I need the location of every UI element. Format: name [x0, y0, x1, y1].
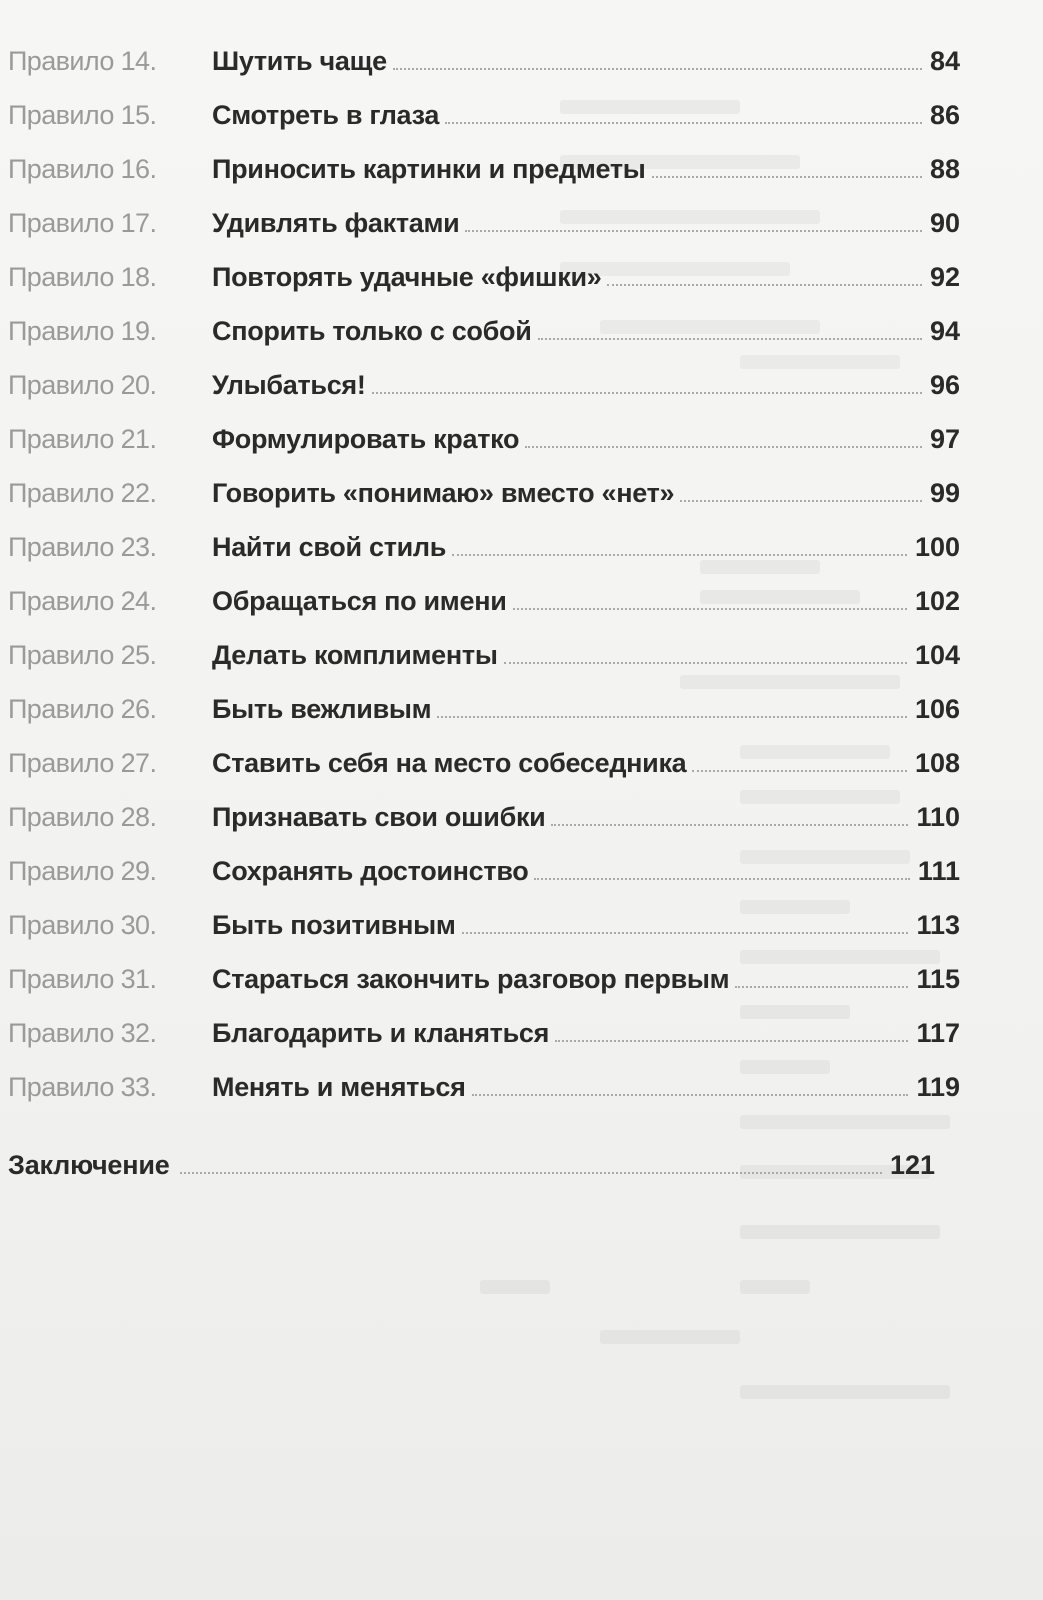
- page-number: 84: [929, 46, 960, 76]
- toc-entry-rule-22[interactable]: [0, 472, 960, 512]
- entry-title: Быть позитивным: [212, 910, 456, 940]
- rule-number: Правило 23.: [8, 532, 157, 562]
- rule-number: Правило 30.: [8, 910, 157, 940]
- toc-entry-rule-20[interactable]: [0, 364, 960, 404]
- toc-entry-rule-17[interactable]: [0, 202, 960, 242]
- toc-entry-rule-23[interactable]: [0, 526, 960, 566]
- page-number: 102: [914, 586, 960, 616]
- rule-number: Правило 28.: [8, 802, 157, 832]
- entry-title: Смотреть в глаза: [212, 100, 440, 130]
- page-number: 111: [917, 856, 960, 886]
- rule-number: Правило 16.: [8, 154, 157, 184]
- dot-leader: [551, 802, 908, 826]
- dot-leader: [513, 586, 907, 610]
- page-number: 106: [914, 694, 960, 724]
- page-number: 110: [916, 802, 960, 832]
- rule-number: Правило 32.: [8, 1018, 157, 1048]
- page-number: 119: [916, 1072, 960, 1102]
- entry-title: Быть вежливым: [212, 694, 432, 724]
- entry-title: Сохранять достоинство: [212, 856, 529, 886]
- dot-leader: [372, 370, 922, 394]
- dot-leader: [652, 154, 922, 178]
- page-number: 117: [916, 1018, 960, 1048]
- dot-leader: [504, 640, 907, 664]
- page-number: 108: [914, 748, 960, 778]
- dot-leader: [393, 46, 922, 70]
- toc-entry-rule-14[interactable]: [0, 40, 960, 80]
- dot-leader: [534, 856, 909, 880]
- toc-entry-rule-24[interactable]: [0, 580, 960, 620]
- entry-title: Спорить только с собой: [212, 316, 532, 346]
- rule-number: Правило 18.: [8, 262, 157, 292]
- entry-title: Стараться закончить разговор первым: [212, 964, 730, 994]
- entry-title: Признавать свои ошибки: [212, 802, 546, 832]
- page-number: 94: [929, 316, 960, 346]
- entry-title: Ставить себя на место собеседника: [212, 748, 687, 778]
- toc-entry-rule-15[interactable]: [0, 94, 960, 134]
- dot-leader: [445, 100, 922, 124]
- toc-entry-rule-29[interactable]: [0, 850, 960, 890]
- rule-number: Правило 24.: [8, 586, 157, 616]
- entry-title: Формулировать кратко: [212, 424, 520, 454]
- rule-number: Правило 19.: [8, 316, 157, 346]
- entry-title: Говорить «понимаю» вместо «нет»: [212, 478, 675, 508]
- toc-entry-rule-26[interactable]: [0, 688, 960, 728]
- entry-title: Шутить чаще: [212, 46, 387, 76]
- entry-title: Удивлять фактами: [212, 208, 460, 238]
- entry-title: Благодарить и кланяться: [212, 1018, 550, 1048]
- dot-leader: [538, 316, 922, 340]
- dot-leader: [680, 478, 922, 502]
- entry-title: Менять и меняться: [212, 1072, 466, 1102]
- toc-entry-rule-16[interactable]: [0, 148, 960, 188]
- dot-leader: [525, 424, 922, 448]
- dot-leader: [692, 748, 907, 772]
- toc-entry-rule-25[interactable]: [0, 634, 960, 674]
- toc-entry-rule-32[interactable]: [0, 1012, 960, 1052]
- page-number: 90: [929, 208, 960, 238]
- entry-title: Найти свой стиль: [212, 532, 447, 562]
- toc-entry-rule-33[interactable]: [0, 1066, 960, 1106]
- rule-number: Правило 27.: [8, 748, 157, 778]
- toc-entry-rule-30[interactable]: [0, 904, 960, 944]
- toc-entry-rule-19[interactable]: [0, 310, 960, 350]
- entry-title: Приносить картинки и предметы: [212, 154, 646, 184]
- page-number: 113: [916, 910, 960, 940]
- rule-number: Правило 31.: [8, 964, 157, 994]
- toc-entry-rule-18[interactable]: [0, 256, 960, 296]
- page-number: 100: [914, 532, 960, 562]
- page-number: 96: [929, 370, 960, 400]
- dot-leader: [607, 262, 921, 286]
- dot-leader: [462, 910, 909, 934]
- rule-number: Правило 29.: [8, 856, 157, 886]
- rule-number: Правило 21.: [8, 424, 157, 454]
- toc-entry-rule-21[interactable]: [0, 418, 960, 458]
- entry-title: Улыбаться!: [212, 370, 366, 400]
- entry-title: Делать комплименты: [212, 640, 498, 670]
- rule-number: Правило 26.: [8, 694, 157, 724]
- page-number: 104: [914, 640, 960, 670]
- page-number: 115: [916, 964, 960, 994]
- page-number: 121: [889, 1150, 935, 1180]
- rule-number: Правило 25.: [8, 640, 157, 670]
- dot-leader: [465, 208, 921, 232]
- entry-title: Повторять удачные «фишки»: [212, 262, 602, 292]
- page-number: 97: [929, 424, 960, 454]
- dot-leader: [735, 964, 908, 988]
- page-number: 86: [929, 100, 960, 130]
- toc-entry-rule-27[interactable]: [0, 742, 960, 782]
- dot-leader: [555, 1018, 908, 1042]
- entry-title: Обращаться по имени: [212, 586, 507, 616]
- dot-leader: [180, 1150, 882, 1174]
- toc-entry-rule-31[interactable]: [0, 958, 960, 998]
- rule-number: Правило 22.: [8, 478, 157, 508]
- page-number: 88: [929, 154, 960, 184]
- page-number: 99: [929, 478, 960, 508]
- rule-number: Правило 14.: [8, 46, 157, 76]
- entry-title: Заключение: [8, 1150, 170, 1180]
- toc-entry-conclusion[interactable]: [8, 1150, 935, 1190]
- rule-number: Правило 20.: [8, 370, 157, 400]
- dot-leader: [452, 532, 907, 556]
- dot-leader: [472, 1072, 909, 1096]
- toc-entry-rule-28[interactable]: [0, 796, 960, 836]
- dot-leader: [437, 694, 907, 718]
- rule-number: Правило 15.: [8, 100, 157, 130]
- rule-number: Правило 33.: [8, 1072, 157, 1102]
- page-number: 92: [929, 262, 960, 292]
- rule-number: Правило 17.: [8, 208, 157, 238]
